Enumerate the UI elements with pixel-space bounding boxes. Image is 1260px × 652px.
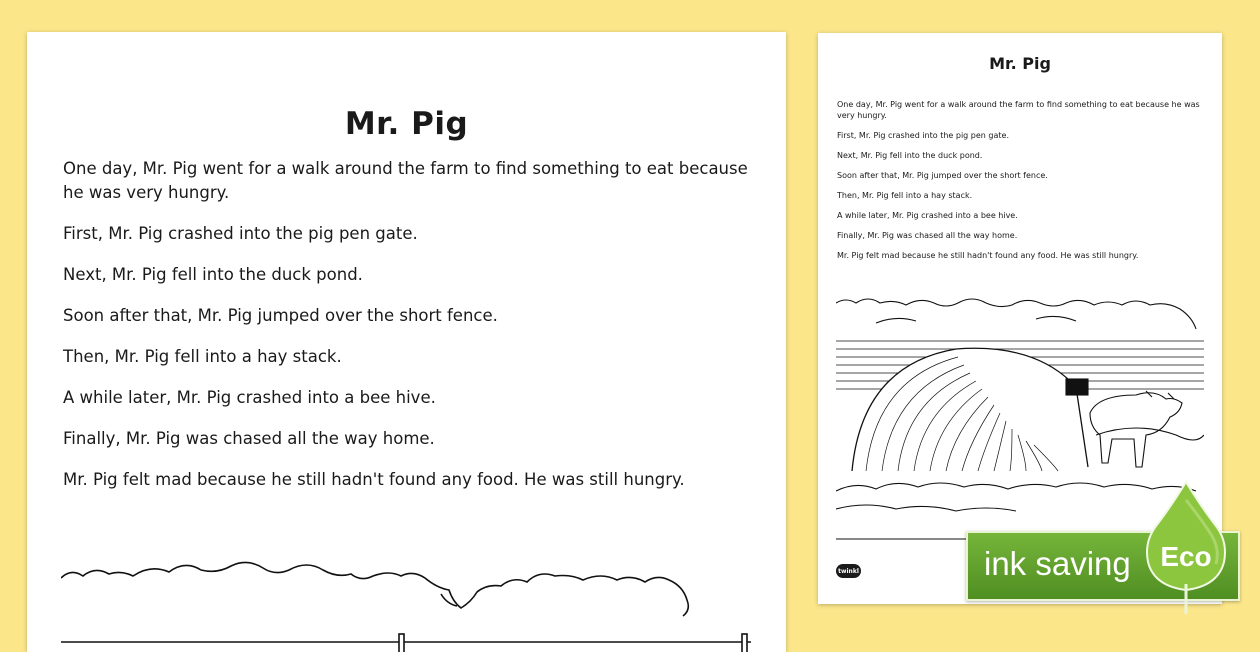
story-line: Mr. Pig felt mad because he still hadn't found any food. He was still hungry.: [837, 251, 1139, 260]
story-line: Next, Mr. Pig fell into the duck pond.: [63, 265, 363, 284]
story-line: Mr. Pig felt mad because he still hadn't found any food. He was still hungry.: [63, 470, 685, 489]
twinkl-logo: twinkl: [836, 564, 861, 578]
story-line: Finally, Mr. Pig was chased all the way home.: [63, 429, 435, 448]
story-line: First, Mr. Pig crashed into the pig pen gate.: [63, 224, 418, 243]
page-title-small: Mr. Pig: [989, 54, 1051, 73]
story-line: A while later, Mr. Pig crashed into a bee hive.: [837, 211, 1018, 220]
story-line: One day, Mr. Pig went for a walk around the farm to find something to eat because he was very hungry.: [837, 100, 1200, 120]
story-text: [63, 157, 753, 509]
story-line: Soon after that, Mr. Pig jumped over the short fence.: [837, 171, 1048, 180]
story-line: First, Mr. Pig crashed into the pig pen gate.: [837, 131, 1009, 140]
story-line: Finally, Mr. Pig was chased all the way home.: [837, 231, 1018, 240]
page-title: Mr. Pig: [344, 106, 469, 142]
story-line: One day, Mr. Pig went for a walk around the farm to find something to eat because he was very hungry.: [63, 159, 748, 202]
story-line: Next, Mr. Pig fell into the duck pond.: [837, 151, 983, 160]
story-line: Then, Mr. Pig fell into a hay stack.: [837, 191, 973, 200]
story-line: A while later, Mr. Pig crashed into a bee hive.: [63, 388, 436, 407]
story-line: Then, Mr. Pig fell into a hay stack.: [63, 347, 342, 366]
story-text-small: [837, 99, 1209, 270]
farm-illustration: [61, 530, 751, 652]
story-line: Soon after that, Mr. Pig jumped over the short fence.: [63, 306, 498, 325]
eco-label: Eco: [1160, 541, 1212, 572]
ink-saving-text: ink saving: [984, 545, 1131, 582]
worksheet-page-large: [27, 32, 786, 652]
